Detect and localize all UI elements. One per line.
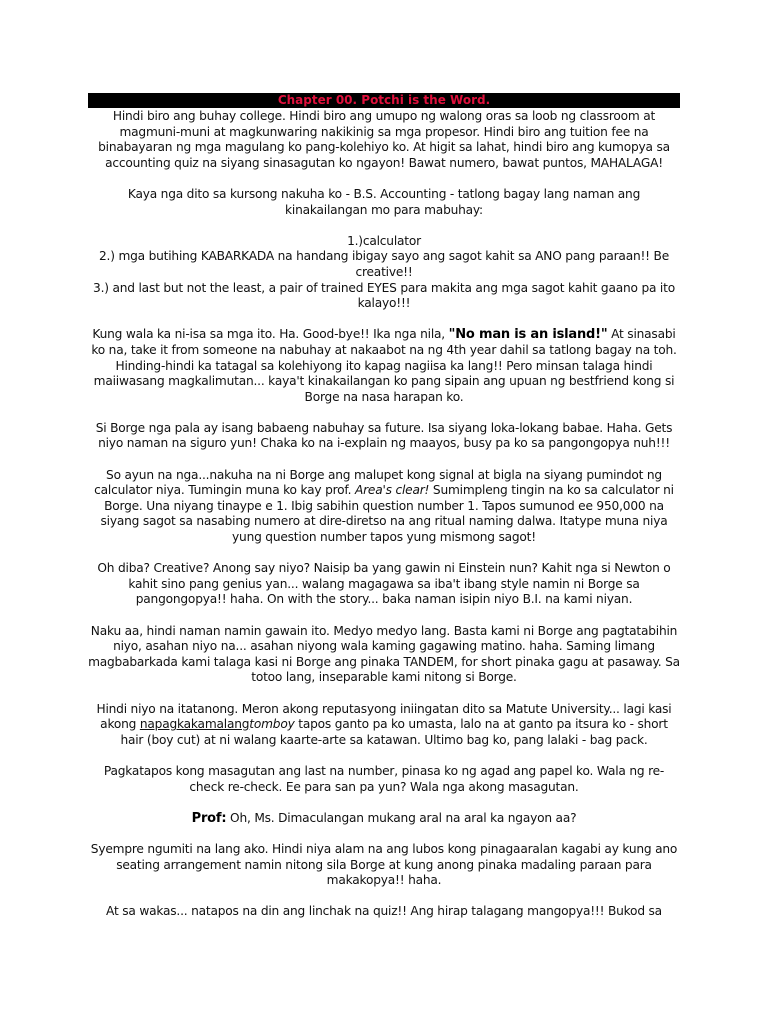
text-run: At sinasabi ko na, take it from someone na nabuhay at nakaabot na ng 4th year dahil sa tatlong bagay na toh. Hinding-hindi ka tatagal sa kolehiyong ito kapag nagiisa ka lang!! Pero minsan talaga hindi maiiwasang magkalimutan... kaya't kinakailangan ko pang sipain ang upuan ng bestfriend kong si Borge na nasa harapan ko.: [91, 327, 677, 404]
paragraph: Kaya nga dito sa kursong nakuha ko - B.S. Accounting - tatlong bagay lang naman ang kinakailangan mo para mabuhay:: [127, 186, 641, 217]
text-run: Hindi niyo na itatanong. Meron akong reputasyong iniingatan dito sa Matute University... lagi kasi akong: [96, 701, 672, 732]
paragraph: Si Borge nga pala ay isang babaeng nabuhay sa future. Isa siyang loka-lokang babae. Haha. Gets niyo naman na siguro yun! Chaka ko na i-explain ng maayos, busy pa ko sa pangongopya nuh!!!: [95, 420, 673, 451]
speaker-label: Prof:: [191, 810, 227, 826]
paragraph: Pagkatapos kong masagutan ang last na number, pinasa ko ng agad ang papel ko. Wala ng re-check re-check. Ee para san pa yun? Wala nga akong masagutan.: [103, 763, 665, 794]
list-item: 1.)calculator: [347, 233, 421, 248]
text-run: Oh, Ms. Dimaculangan mukang aral na aral ka ngayon aa?: [226, 810, 577, 825]
italic-text: tomboy: [249, 717, 295, 732]
paragraph: Syempre ngumiti na lang ako. Hindi niya alam na ang lubos kong pinagaaralan kagabi ay kung ano seating arrangement namin nitong sila Borge at kung anong pinaka madaling paraan para makakopya!! haha.: [90, 841, 678, 888]
quote-text: "No man is an island!": [448, 327, 608, 343]
paragraph: Oh diba? Creative? Anong say niyo? Naisip ba yang gawin ni Einstein nun? Kahit nga si Newton o kahit sino pang genius yan... walang magagawa sa iba't ibang style namin ni Borge sa pangongopya!! haha. On with the story... baka naman isipin niyo B.I. na kami niyan.: [97, 561, 671, 607]
paragraph: [88, 702, 680, 749]
list-item: 3.) and last but not the least, a pair of trained EYES para makita ang mga sagot kahit gaano pa ito kalayo!!!: [93, 280, 675, 311]
text-run: Sumimpleng tingin na ko sa calculator ni Borge. Una niyang tinaype e 1. Ibig sabihin question number 1. Tapos sumunod ee 950,000 na siyang sagot sa nasabing numero at dire-diretso na ang ritual naming dalwa. Itatype muna niya yung question number tapos yung mismong sagot!: [100, 483, 674, 545]
chapter-title-bar: [88, 93, 680, 108]
text-run: tapos ganto pa ko umasta, lalo na at ganto pa itsura ko - short hair (boy cut) at ni walang kaarte-arte sa katawan. Ultimo bag ko, pang lalaki - bag pack.: [120, 717, 668, 747]
paragraph: At sa wakas... natapos na din ang linchak na quiz!! Ang hirap talagang mangopya!!! Bukod sa: [106, 904, 662, 919]
chapter-body: [88, 109, 680, 935]
paragraph: [88, 468, 680, 546]
text-run: So ayun na nga...nakuha na ni Borge ang malupet kong signal at bigla na siyang pumindot ng calculator niya. Tumingin muna ko kay prof.: [94, 467, 662, 498]
paragraph: Naku aa, hindi naman namin gawain ito. Medyo medyo lang. Basta kami ni Borge ang pagtatabihin niyo, asahan niyo na... asahan niyong wala kaming gagawing matino. haha. Saming limang magbabarkada kami talaga kasi ni Borge ang pinaka TANDEM, for short pinaka gagu at pasaway. Sa totoo lang, inseparable kami nitong si Borge.: [88, 623, 680, 685]
italic-text: Area's clear!: [354, 483, 430, 498]
paragraph: Hindi biro ang buhay college. Hindi biro ang umupo ng walong oras sa loob ng classroom at magmuni-muni at magkunwaring nakikinig sa mga propesor. Hindi biro ang tuition fee na binabayaran ng mga magulang ko pang-kolehiyo ko. At higit sa lahat, hindi biro ang kumopya sa accounting quiz na siyang sinasagutan ko ngayon! Bawat numero, bawat puntos, MAHALAGA!: [98, 109, 670, 170]
dialogue-line: [88, 811, 680, 827]
chapter-title: Chapter 00. Potchi is the Word.: [277, 93, 491, 107]
text-run: Kung wala ka ni-isa sa mga ito. Ha. Good-bye!! Ika nga nila,: [92, 327, 449, 342]
paragraph: [88, 327, 680, 405]
underlined-text: napagkakamalang: [139, 717, 250, 732]
list-item: 2.) mga butihing KABARKADA na handang ibigay sayo ang sagot kahit sa ANO pang paraan!! Be creative!!: [98, 249, 669, 279]
